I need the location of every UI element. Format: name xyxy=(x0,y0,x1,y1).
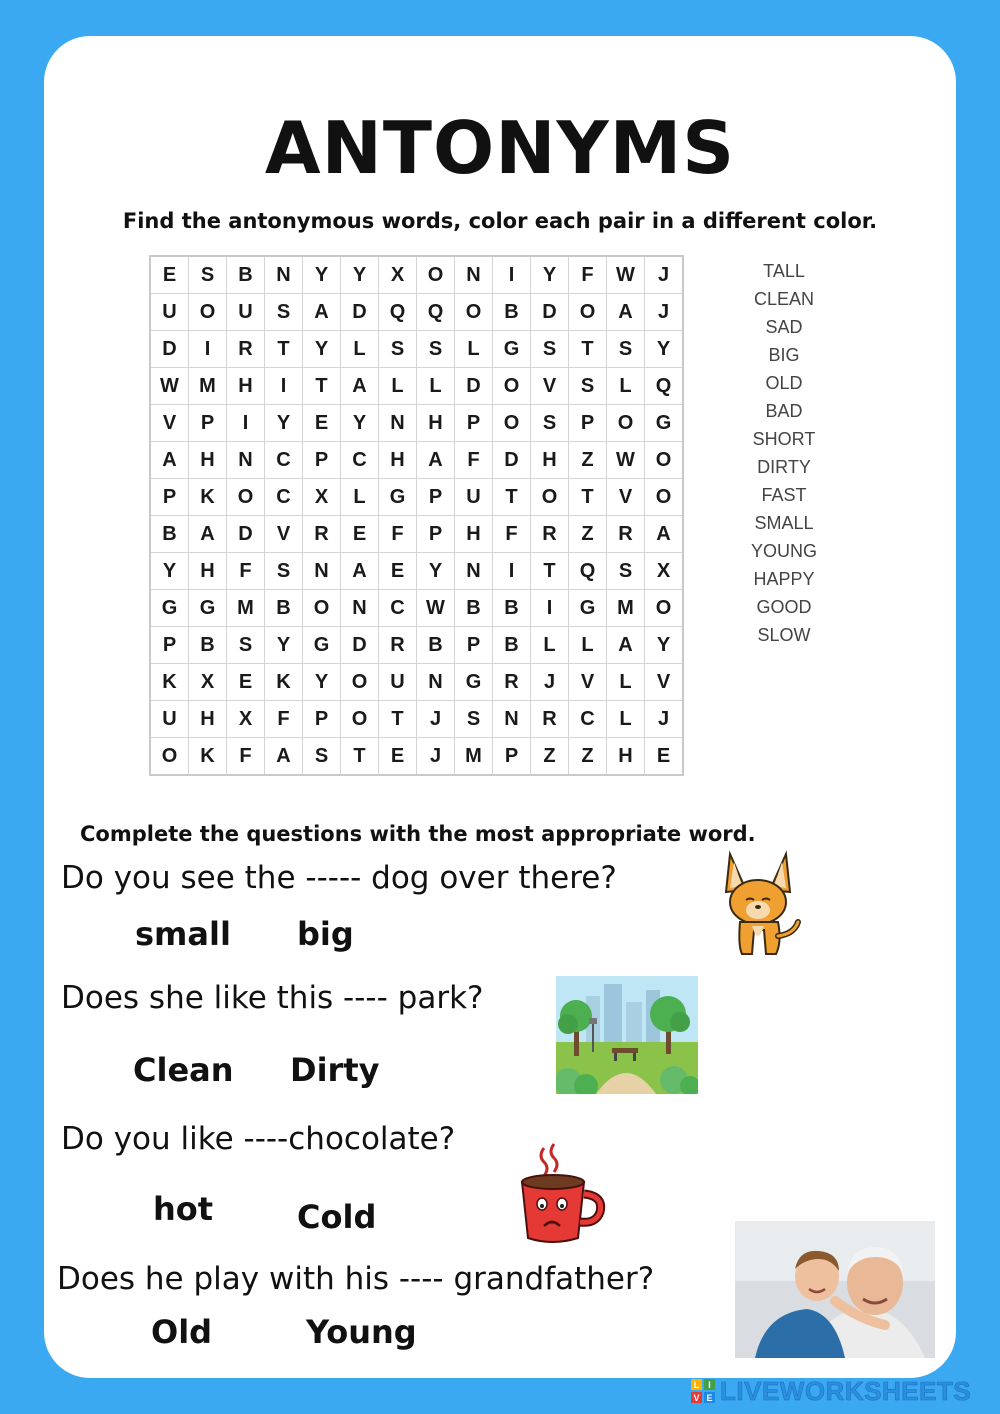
grid-cell[interactable]: J xyxy=(417,738,455,776)
word-list-item: SMALL xyxy=(754,513,814,533)
grid-cell[interactable]: S xyxy=(265,553,303,590)
grid-cell[interactable]: V xyxy=(607,479,645,516)
grid-cell[interactable]: H xyxy=(189,553,227,590)
grid-cell[interactable]: L xyxy=(531,627,569,664)
grid-cell[interactable]: X xyxy=(645,553,684,590)
grid-row xyxy=(150,479,683,516)
grid-cell[interactable]: C xyxy=(341,442,379,479)
grid-cell[interactable]: B xyxy=(493,627,531,664)
grid-cell[interactable]: T xyxy=(531,553,569,590)
grid-cell[interactable]: I xyxy=(531,590,569,627)
question-3-option-hot[interactable]: hot xyxy=(153,1190,214,1228)
grid-cell[interactable]: S xyxy=(265,294,303,331)
grid-cell[interactable]: O xyxy=(227,479,265,516)
grid-cell[interactable]: H xyxy=(607,738,645,776)
grid-cell[interactable]: Y xyxy=(303,664,341,701)
grid-cell[interactable]: S xyxy=(569,368,607,405)
grid-cell[interactable]: C xyxy=(265,442,303,479)
grid-cell[interactable]: Y xyxy=(417,553,455,590)
word-list-item: GOOD xyxy=(756,597,812,617)
grid-cell[interactable]: S xyxy=(607,553,645,590)
grid-cell[interactable]: N xyxy=(265,256,303,294)
grid-cell[interactable]: Y xyxy=(341,405,379,442)
dog-picture xyxy=(712,850,804,960)
grid-cell[interactable]: D xyxy=(150,331,189,368)
grid-cell[interactable]: T xyxy=(265,331,303,368)
grid-cell[interactable]: I xyxy=(493,553,531,590)
grid-cell[interactable]: B xyxy=(150,516,189,553)
grid-cell[interactable]: I xyxy=(493,256,531,294)
word-list-item: SAD xyxy=(765,317,803,337)
grid-cell[interactable]: D xyxy=(493,442,531,479)
grid-cell[interactable]: D xyxy=(341,627,379,664)
grid-cell[interactable]: P xyxy=(493,738,531,776)
logo-letter: I xyxy=(708,1380,711,1390)
grid-cell[interactable]: G xyxy=(150,590,189,627)
grid-cell[interactable]: P xyxy=(303,701,341,738)
grid-cell[interactable]: P xyxy=(417,516,455,553)
grid-cell[interactable]: N xyxy=(303,553,341,590)
grid-cell[interactable]: O xyxy=(531,479,569,516)
grid-cell[interactable]: A xyxy=(189,516,227,553)
grid-cell[interactable]: U xyxy=(379,664,417,701)
grid-cell[interactable]: F xyxy=(379,516,417,553)
grid-cell[interactable]: B xyxy=(455,590,493,627)
grid-cell[interactable]: B xyxy=(189,627,227,664)
grid-cell[interactable]: T xyxy=(493,479,531,516)
grid-cell[interactable]: F xyxy=(227,738,265,776)
grid-cell[interactable]: Q xyxy=(645,368,684,405)
word-list-item: SHORT xyxy=(752,429,816,449)
grid-cell[interactable]: B xyxy=(493,294,531,331)
grid-cell[interactable]: P xyxy=(455,405,493,442)
grid-cell[interactable]: L xyxy=(607,368,645,405)
grid-cell[interactable]: E xyxy=(227,664,265,701)
grid-cell[interactable]: J xyxy=(531,664,569,701)
grid-cell[interactable]: R xyxy=(493,664,531,701)
grid-cell[interactable]: A xyxy=(607,294,645,331)
question-2-option-clean[interactable]: Clean xyxy=(133,1051,234,1089)
word-list-item: OLD xyxy=(765,373,803,393)
liveworksheets-brand-text: LIVEWORKSHEETS xyxy=(720,1375,972,1406)
grid-cell[interactable]: U xyxy=(227,294,265,331)
grid-cell[interactable]: F xyxy=(455,442,493,479)
grid-row xyxy=(150,664,683,701)
grid-cell[interactable]: J xyxy=(645,294,684,331)
word-list-item: BAD xyxy=(765,401,803,421)
grid-cell[interactable]: D xyxy=(341,294,379,331)
grid-cell[interactable]: Y xyxy=(150,553,189,590)
grid-cell[interactable]: S xyxy=(607,331,645,368)
grid-cell[interactable]: P xyxy=(150,627,189,664)
hot-chocolate-cup-picture xyxy=(514,1142,610,1252)
grid-cell[interactable]: R xyxy=(303,516,341,553)
grid-cell[interactable]: W xyxy=(150,368,189,405)
grid-cell[interactable]: G xyxy=(455,664,493,701)
grid-cell[interactable]: Y xyxy=(303,256,341,294)
grid-cell[interactable]: V xyxy=(150,405,189,442)
grid-cell[interactable]: O xyxy=(493,368,531,405)
grid-cell[interactable]: H xyxy=(189,442,227,479)
grid-cell[interactable]: D xyxy=(531,294,569,331)
grid-cell[interactable]: M xyxy=(227,590,265,627)
grid-cell[interactable]: M xyxy=(607,590,645,627)
word-search-grid[interactable] xyxy=(149,255,684,776)
worksheet-title: ANTONYMS xyxy=(264,106,736,190)
grid-cell[interactable]: W xyxy=(417,590,455,627)
grid-cell[interactable]: P xyxy=(150,479,189,516)
grid-cell[interactable]: G xyxy=(303,627,341,664)
grid-cell[interactable]: F xyxy=(493,516,531,553)
grid-cell[interactable]: O xyxy=(189,294,227,331)
grid-cell[interactable]: T xyxy=(341,738,379,776)
grid-cell[interactable]: C xyxy=(265,479,303,516)
grid-cell[interactable]: A xyxy=(150,442,189,479)
grid-cell[interactable]: L xyxy=(379,368,417,405)
word-list-item: BIG xyxy=(768,345,800,365)
word-list-item: FAST xyxy=(761,485,807,505)
grid-cell[interactable]: Y xyxy=(645,627,684,664)
question-3-option-cold[interactable]: Cold xyxy=(297,1198,377,1236)
grid-cell[interactable]: F xyxy=(569,256,607,294)
grid-cell[interactable]: H xyxy=(227,368,265,405)
grid-cell[interactable]: Y xyxy=(303,331,341,368)
grid-cell[interactable]: O xyxy=(645,442,684,479)
grid-cell[interactable]: Q xyxy=(569,553,607,590)
grid-cell[interactable]: S xyxy=(189,256,227,294)
grid-cell[interactable]: O xyxy=(493,405,531,442)
grid-cell[interactable]: B xyxy=(227,256,265,294)
grid-cell[interactable]: N xyxy=(493,701,531,738)
grid-cell[interactable]: T xyxy=(379,701,417,738)
grid-cell[interactable]: E xyxy=(150,256,189,294)
grid-cell[interactable]: A xyxy=(303,294,341,331)
grid-cell[interactable]: O xyxy=(341,664,379,701)
grid-cell[interactable]: O xyxy=(569,294,607,331)
grid-cell[interactable]: V xyxy=(645,664,684,701)
word-list-item: YOUNG xyxy=(750,541,817,561)
grid-cell[interactable]: Y xyxy=(265,627,303,664)
grid-cell[interactable]: T xyxy=(303,368,341,405)
question-2-option-dirty[interactable]: Dirty xyxy=(290,1051,380,1089)
grid-cell[interactable]: U xyxy=(150,294,189,331)
grid-row xyxy=(150,738,683,776)
grid-cell[interactable]: D xyxy=(455,368,493,405)
grid-cell[interactable]: T xyxy=(569,331,607,368)
grid-cell[interactable]: B xyxy=(417,627,455,664)
logo-letter: E xyxy=(706,1393,713,1403)
grid-cell[interactable]: O xyxy=(645,479,684,516)
grid-cell[interactable]: G xyxy=(645,405,684,442)
grid-cell[interactable]: M xyxy=(189,368,227,405)
grid-cell[interactable]: S xyxy=(227,627,265,664)
grid-cell[interactable]: W xyxy=(607,256,645,294)
grid-cell[interactable]: Z xyxy=(569,442,607,479)
grid-cell[interactable]: H xyxy=(189,701,227,738)
grid-cell[interactable]: E xyxy=(303,405,341,442)
grid-cell[interactable]: K xyxy=(265,664,303,701)
grid-cell[interactable]: Q xyxy=(417,294,455,331)
grid-cell[interactable]: O xyxy=(455,294,493,331)
grid-cell[interactable]: S xyxy=(455,701,493,738)
grid-cell[interactable]: C xyxy=(379,590,417,627)
grid-cell[interactable]: F xyxy=(265,701,303,738)
grid-cell[interactable]: I xyxy=(265,368,303,405)
grid-cell[interactable]: E xyxy=(379,553,417,590)
grid-row xyxy=(150,442,683,479)
grid-cell[interactable]: R xyxy=(607,516,645,553)
question-3-text: Do you like ----chocolate? xyxy=(61,1121,456,1157)
grid-cell[interactable]: W xyxy=(607,442,645,479)
grid-cell[interactable]: U xyxy=(150,701,189,738)
grid-cell[interactable]: Y xyxy=(645,331,684,368)
grid-row xyxy=(150,256,683,294)
grid-row xyxy=(150,405,683,442)
word-search-instruction: Find the antonymous words, color each pair in a different color. xyxy=(122,209,878,233)
grid-cell[interactable]: N xyxy=(341,590,379,627)
grid-cell[interactable]: P xyxy=(189,405,227,442)
word-list-item: TALL xyxy=(763,261,805,281)
grid-cell[interactable]: C xyxy=(569,701,607,738)
grid-cell[interactable]: M xyxy=(455,738,493,776)
grid-row xyxy=(150,294,683,331)
grid-cell[interactable]: S xyxy=(531,331,569,368)
grid-cell[interactable]: X xyxy=(303,479,341,516)
grid-cell[interactable]: K xyxy=(189,738,227,776)
grid-cell[interactable]: Z xyxy=(531,738,569,776)
grid-cell[interactable]: T xyxy=(569,479,607,516)
word-list-item: DIRTY xyxy=(757,457,811,477)
grid-cell[interactable]: B xyxy=(493,590,531,627)
grid-cell[interactable]: S xyxy=(303,738,341,776)
grid-cell[interactable]: H xyxy=(379,442,417,479)
grid-cell[interactable]: E xyxy=(645,738,684,776)
grid-cell[interactable]: Q xyxy=(379,294,417,331)
grid-cell[interactable]: X xyxy=(227,701,265,738)
grandfather-and-boy-photo xyxy=(735,1221,935,1358)
grid-cell[interactable]: E xyxy=(379,738,417,776)
word-list-item: HAPPY xyxy=(753,569,815,589)
grid-cell[interactable]: L xyxy=(569,627,607,664)
grid-cell[interactable]: J xyxy=(645,256,684,294)
question-4-option-young[interactable]: Young xyxy=(306,1313,417,1351)
grid-cell[interactable]: B xyxy=(265,590,303,627)
grid-cell[interactable]: O xyxy=(341,701,379,738)
grid-cell[interactable]: R xyxy=(379,627,417,664)
grid-cell[interactable]: F xyxy=(227,553,265,590)
grid-cell[interactable]: O xyxy=(645,590,684,627)
grid-row xyxy=(150,701,683,738)
grid-cell[interactable]: R xyxy=(531,701,569,738)
grid-cell[interactable]: P xyxy=(455,627,493,664)
word-list-item: SLOW xyxy=(757,625,811,645)
grid-cell[interactable]: N xyxy=(417,664,455,701)
question-4-option-old[interactable]: Old xyxy=(151,1313,213,1351)
grid-cell[interactable]: U xyxy=(455,479,493,516)
grid-cell[interactable]: A xyxy=(645,516,684,553)
grid-cell[interactable]: A xyxy=(341,553,379,590)
logo-letter: V xyxy=(693,1393,700,1403)
grid-cell[interactable]: E xyxy=(341,516,379,553)
grid-cell[interactable]: Z xyxy=(569,516,607,553)
grid-row xyxy=(150,590,683,627)
grid-cell[interactable]: D xyxy=(227,516,265,553)
liveworksheets-logo[interactable] xyxy=(690,1374,971,1408)
grid-cell[interactable]: S xyxy=(531,405,569,442)
question-1-option-small[interactable]: small xyxy=(135,915,231,953)
questions-instruction: Complete the questions with the most appropriate word. xyxy=(80,822,756,846)
grid-cell[interactable]: L xyxy=(607,664,645,701)
grid-cell[interactable]: R xyxy=(227,331,265,368)
grid-cell[interactable]: X xyxy=(189,664,227,701)
grid-cell[interactable]: G xyxy=(189,590,227,627)
question-4-text: Does he play with his ---- grandfather? xyxy=(57,1261,655,1297)
grid-cell[interactable]: P xyxy=(569,405,607,442)
grid-cell[interactable]: L xyxy=(417,368,455,405)
grid-cell[interactable]: A xyxy=(417,442,455,479)
grid-cell[interactable]: J xyxy=(417,701,455,738)
grid-cell[interactable]: A xyxy=(265,738,303,776)
grid-cell[interactable]: H xyxy=(417,405,455,442)
grid-cell[interactable]: A xyxy=(607,627,645,664)
grid-cell[interactable]: G xyxy=(379,479,417,516)
grid-cell[interactable]: A xyxy=(341,368,379,405)
liveworksheets-cube-icon xyxy=(690,1378,716,1404)
word-list-item: CLEAN xyxy=(753,289,815,309)
grid-row xyxy=(150,368,683,405)
grid-cell[interactable]: R xyxy=(531,516,569,553)
grid-cell[interactable]: L xyxy=(341,331,379,368)
grid-cell[interactable]: O xyxy=(607,405,645,442)
question-1-option-big[interactable]: big xyxy=(297,915,354,953)
grid-cell[interactable]: K xyxy=(150,664,189,701)
logo-letter: L xyxy=(693,1380,700,1390)
grid-cell[interactable]: N xyxy=(227,442,265,479)
grid-cell[interactable]: I xyxy=(227,405,265,442)
grid-cell[interactable]: O xyxy=(150,738,189,776)
question-1-text: Do you see the ----- dog over there? xyxy=(61,860,617,896)
grid-cell[interactable]: O xyxy=(303,590,341,627)
grid-cell[interactable]: O xyxy=(417,256,455,294)
grid-cell[interactable]: P xyxy=(303,442,341,479)
grid-cell[interactable]: Z xyxy=(569,738,607,776)
grid-cell[interactable]: L xyxy=(341,479,379,516)
grid-row xyxy=(150,627,683,664)
question-2-text: Does she like this ---- park? xyxy=(61,980,484,1016)
grid-cell[interactable]: I xyxy=(189,331,227,368)
grid-cell[interactable]: S xyxy=(417,331,455,368)
grid-cell[interactable]: V xyxy=(569,664,607,701)
grid-cell[interactable]: N xyxy=(379,405,417,442)
grid-cell[interactable]: Y xyxy=(265,405,303,442)
grid-cell[interactable]: N xyxy=(455,553,493,590)
grid-cell[interactable]: N xyxy=(455,256,493,294)
grid-cell[interactable]: J xyxy=(645,701,684,738)
grid-cell[interactable]: X xyxy=(379,256,417,294)
grid-cell[interactable]: V xyxy=(265,516,303,553)
grid-cell[interactable]: H xyxy=(455,516,493,553)
grid-cell[interactable]: H xyxy=(531,442,569,479)
grid-cell[interactable]: L xyxy=(455,331,493,368)
grid-cell[interactable]: P xyxy=(417,479,455,516)
grid-cell[interactable]: S xyxy=(379,331,417,368)
park-picture xyxy=(556,976,698,1094)
grid-cell[interactable]: V xyxy=(531,368,569,405)
grid-cell[interactable]: L xyxy=(607,701,645,738)
grid-cell[interactable]: Y xyxy=(531,256,569,294)
word-list xyxy=(734,260,834,652)
grid-row xyxy=(150,553,683,590)
grid-row xyxy=(150,331,683,368)
grid-row xyxy=(150,516,683,553)
grid-cell[interactable]: Y xyxy=(341,256,379,294)
grid-cell[interactable]: K xyxy=(189,479,227,516)
grid-cell[interactable]: G xyxy=(569,590,607,627)
grid-cell[interactable]: G xyxy=(493,331,531,368)
